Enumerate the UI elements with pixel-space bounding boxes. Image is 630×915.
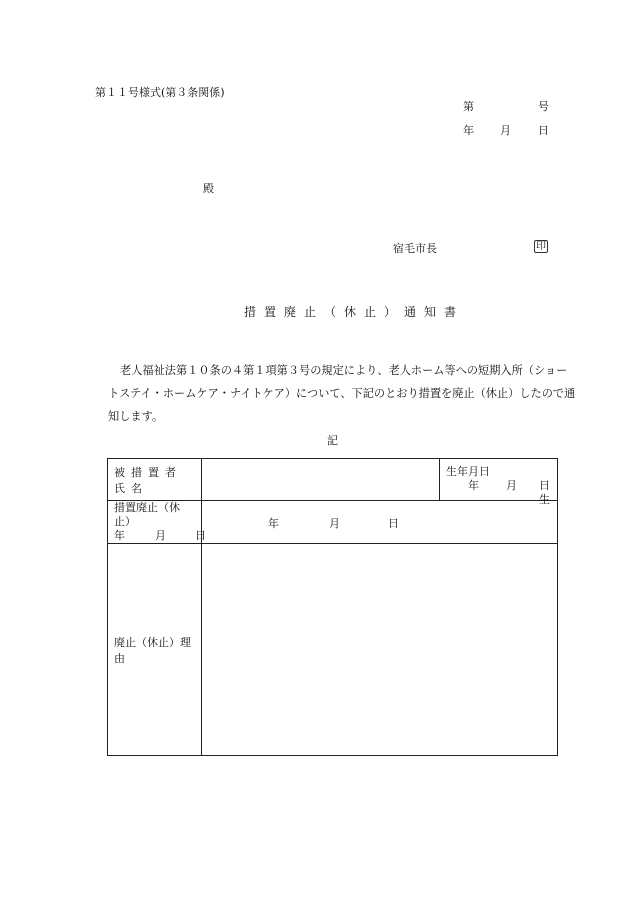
details-table	[107, 458, 558, 756]
termination-year: 年	[268, 517, 279, 530]
seal-text: 印	[536, 241, 546, 252]
birth-year: 年	[468, 479, 479, 492]
reason-label: 廃止（休止）理由	[108, 544, 202, 756]
birth-month: 月	[506, 479, 517, 492]
termination-label-month: 月	[155, 529, 166, 542]
birth-day: 日生	[539, 479, 550, 506]
addressee-honorific: 殿	[203, 182, 214, 195]
seal-mark	[534, 239, 548, 253]
name-value	[202, 459, 440, 501]
document-number-prefix: 第	[463, 100, 474, 113]
termination-day: 日	[388, 517, 399, 530]
termination-label: 措置廃止（休止）	[114, 501, 180, 528]
date-day: 日	[538, 124, 549, 137]
termination-month: 月	[329, 517, 340, 530]
termination-label-year: 年	[114, 529, 125, 542]
form-number: 第１１号様式(第３条関係)	[95, 86, 225, 99]
date-year: 年	[463, 124, 474, 137]
issuer-title: 宿毛市長	[393, 242, 437, 255]
note-heading: 記	[327, 434, 338, 447]
table-row-name	[108, 459, 558, 501]
name-label: 被措置者氏名	[108, 459, 202, 501]
date-month: 月	[500, 124, 511, 137]
body-paragraph: 老人福祉法第１０条の４第１項第３号の規定により、老人ホーム等への短期入所（ショートステイ・ホームケア・ナイトケア）について、下記のとおり措置を廃止（休止）したので通知します。	[108, 364, 576, 423]
table-row-reason	[108, 544, 558, 756]
termination-date	[208, 515, 551, 529]
birth-cell	[440, 459, 558, 506]
termination-label-date	[114, 529, 206, 543]
birth-date-line	[446, 479, 551, 506]
termination-label-cell	[108, 501, 206, 544]
birth-label: 生年月日	[446, 465, 490, 478]
reason-value	[202, 544, 558, 756]
table-row-termination	[108, 501, 558, 544]
termination-date-cell	[202, 501, 558, 544]
termination-label-day: 日	[195, 529, 206, 542]
document-number-suffix: 号	[538, 100, 549, 113]
document-title: 措置廃止（休止）通知書	[244, 305, 465, 319]
